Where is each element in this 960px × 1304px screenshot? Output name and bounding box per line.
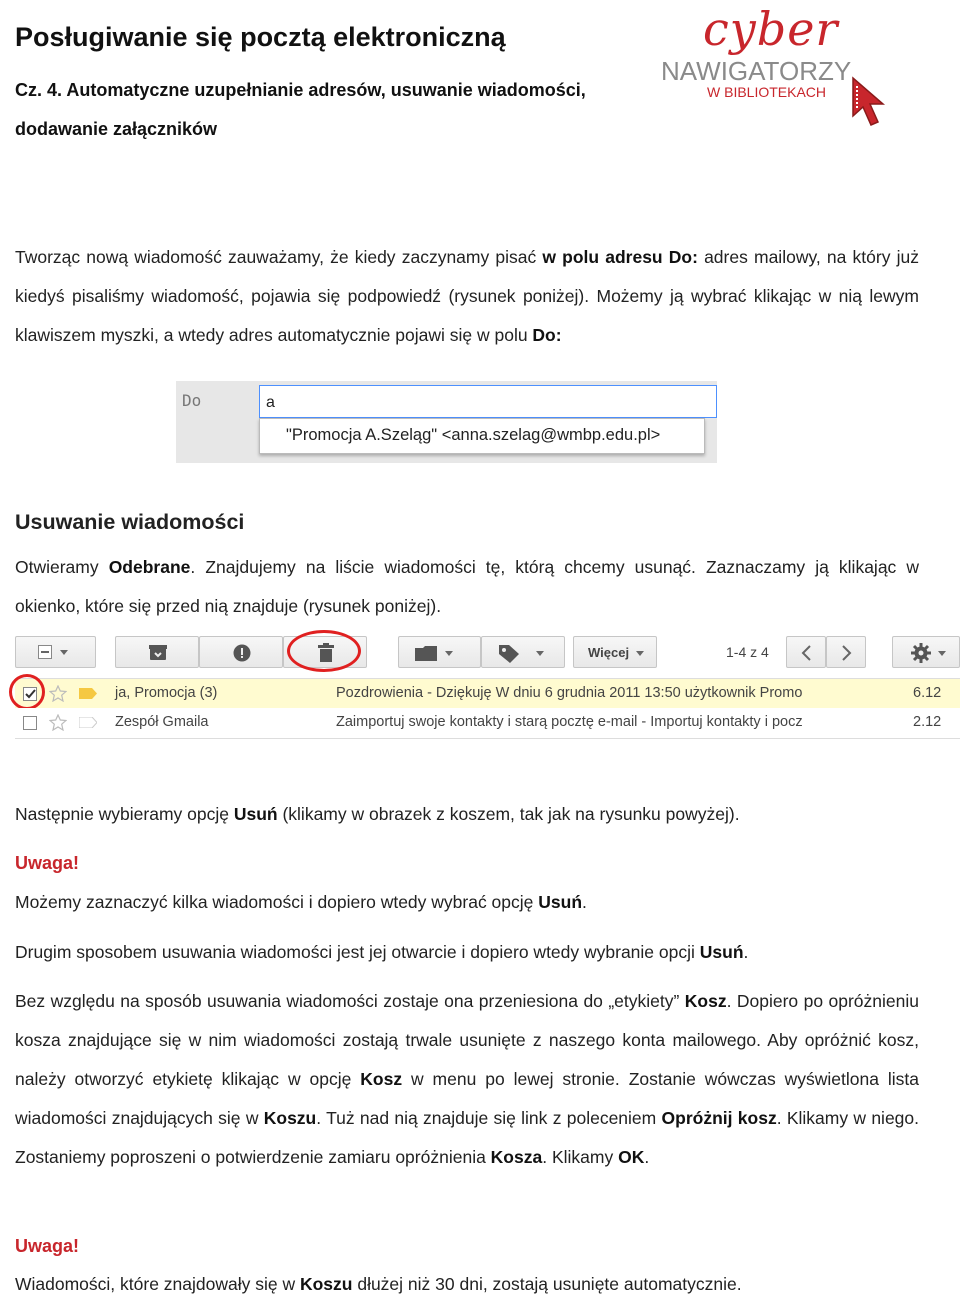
- p3-text-2: .: [582, 892, 587, 912]
- p5-bold-6: OK: [618, 1147, 645, 1167]
- section-paragraph-1: [15, 548, 919, 626]
- warning-label-1: Uwaga!: [15, 853, 80, 873]
- intro-text-1: Tworząc nową wiadomość zauważamy, że kiedy zaczynamy pisać: [15, 247, 543, 267]
- tag-icon: [499, 645, 519, 663]
- p5-text-7: .: [644, 1147, 650, 1167]
- chevron-down-icon: [938, 651, 946, 656]
- message-subject: Pozdrowienia - Dziękuję W dniu 6 grudnia 2011 13:50 użytkownik Promo: [336, 685, 803, 701]
- older-button[interactable]: [826, 636, 866, 668]
- message-row[interactable]: [15, 708, 960, 739]
- intro-bold-2: Do:: [532, 325, 562, 345]
- paragraph-second-method: [15, 933, 919, 972]
- importance-marker-icon[interactable]: [79, 717, 97, 728]
- gear-icon: [911, 643, 931, 663]
- checkbox-icon: [38, 645, 52, 659]
- s1-text-2: . Znajdujemy na liście wiadomości tę, którą chcemy usunąć. Zaznaczamy ją klikając w okienko, które się przed nią znajduje (rysunek poniżej).: [15, 557, 920, 616]
- p6-text-1: Wiadomości, które znajdowały się w: [15, 1274, 300, 1294]
- to-field-value: a: [266, 394, 275, 411]
- s1-text-1: Otwieramy: [15, 557, 109, 577]
- p3-text-1: Możemy zaznaczyć kilka wiadomości i dopiero wtedy wybrać opcję: [15, 892, 539, 912]
- newer-button[interactable]: [786, 636, 826, 668]
- select-all-button[interactable]: [15, 636, 96, 668]
- to-field-input[interactable]: [259, 385, 717, 418]
- address-suggestion[interactable]: [259, 418, 705, 454]
- p4-text-2: .: [743, 942, 749, 962]
- cyber-nawigatorzy-logo: [655, 4, 895, 128]
- message-row[interactable]: [15, 678, 960, 710]
- to-field-label: Do: [182, 391, 202, 410]
- spam-icon: [233, 644, 251, 662]
- message-date: 2.12: [913, 714, 942, 730]
- logo-word-nawigatorzy: NAWIGATORZY: [661, 56, 852, 86]
- gmail-inbox-screenshot: [15, 634, 960, 740]
- warning-label-2: Uwaga!: [15, 1236, 80, 1256]
- folder-icon: [415, 646, 437, 661]
- p5-bold-3: Koszu: [263, 1108, 317, 1128]
- logo-word-bibliotekach: W BIBLIOTEKACH: [707, 84, 827, 100]
- message-subject: Zaimportuj swoje kontakty i starą pocztę e-mail - Importuj kontakty i pocz: [336, 714, 803, 730]
- chevron-left-icon: [800, 645, 812, 661]
- section-heading: Usuwanie wiadomości: [15, 510, 245, 534]
- chevron-down-icon: [445, 651, 453, 656]
- checkbox-highlight-circle: [9, 674, 45, 710]
- more-button-label: Więcej: [588, 645, 630, 660]
- p5-text-1: Bez względu na sposób usuwania wiadomości zostaje ona przeniesiona do „etykiety”: [15, 991, 685, 1011]
- message-checkbox[interactable]: [23, 716, 37, 730]
- page-title: Posługiwanie się pocztą elektroniczną: [15, 22, 506, 52]
- settings-button[interactable]: [892, 636, 960, 668]
- page-subtitle-line2: dodawanie załączników: [15, 119, 218, 139]
- paragraph-multi-select: [15, 883, 919, 922]
- intro-text-2: adres mailowy, na który już kiedyś pisaliśmy wiadomość, pojawia się podpowiedź (rysunek poniżej). Możemy ją wybrać klikając w nią lewym klawiszem myszki, a wtedy adres automatycznie pojawi się w polu: [15, 247, 919, 345]
- p5-bold-1: Kosz: [684, 991, 727, 1011]
- intro-bold-1: w polu adresu Do:: [542, 247, 698, 267]
- chevron-down-icon: [60, 650, 68, 655]
- intro-paragraph: [15, 238, 919, 355]
- p4-text-1: Drugim sposobem usuwania wiadomości jest jej otwarcie i dopiero wtedy wybranie opcji: [15, 942, 700, 962]
- move-to-button[interactable]: [398, 636, 481, 668]
- star-icon[interactable]: [49, 714, 67, 731]
- pager-count: 1-4 z 4: [726, 644, 769, 660]
- p2-bold-1: Usuń: [233, 804, 278, 824]
- p5-text-3: w menu po lewej stronie. Zostanie wówczas wyświetlona lista wiadomości znajdujących się w: [15, 1069, 919, 1128]
- p2-text-1: Następnie wybieramy opcję: [15, 804, 234, 824]
- p5-text-2: . Dopiero po opróżnieniu kosza znajdujące się w nim wiadomości zostają trwale usunięte z naszego konta mailowego. Aby opróżnić kosz, należy otworzyć etykietę klikając w opcję: [15, 991, 919, 1089]
- p5-bold-4: Opróżnij kosz: [661, 1108, 777, 1128]
- paragraph-trash: [15, 982, 919, 1177]
- paragraph-delete-option: [15, 795, 919, 834]
- importance-marker-icon[interactable]: [79, 688, 97, 699]
- p6-text-2: dłużej niż 30 dni, zostają usunięte automatycznie.: [352, 1274, 742, 1294]
- message-sender: ja, Promocja (3): [115, 685, 218, 701]
- chevron-down-icon: [536, 651, 544, 656]
- p3-bold-1: Usuń: [538, 892, 583, 912]
- archive-button[interactable]: [115, 636, 199, 668]
- cursor-arrow-icon: [851, 76, 891, 128]
- archive-icon: [149, 645, 167, 661]
- p5-text-5: . Klikamy w niego. Zostaniemy poproszeni o potwierdzenie zamiaru opróżnienia: [15, 1108, 920, 1167]
- logo-word-cyber: cyber: [703, 2, 839, 56]
- message-date: 6.12: [913, 685, 942, 701]
- chevron-right-icon: [841, 645, 853, 661]
- labels-button[interactable]: [481, 636, 565, 668]
- page-subtitle-line1: Cz. 4. Automatyczne uzupełnianie adresów, usuwanie wiadomości,: [15, 80, 586, 100]
- p5-text-6: . Klikamy: [542, 1147, 619, 1167]
- delete-highlight-circle: [287, 630, 361, 672]
- report-spam-button[interactable]: [199, 636, 283, 668]
- p5-bold-5: Kosza: [490, 1147, 543, 1167]
- p5-text-4: . Tuż nad nią znajduje się link z poleceniem: [316, 1108, 662, 1128]
- p2-text-2: (klikamy w obrazek z koszem, tak jak na rysunku powyżej).: [277, 804, 740, 824]
- star-icon[interactable]: [49, 685, 67, 702]
- s1-bold-1: Odebrane: [108, 557, 191, 577]
- p5-bold-2: Kosz: [360, 1069, 403, 1089]
- p6-bold-1: Koszu: [299, 1274, 353, 1294]
- address-suggestion-text: "Promocja A.Szeląg" <anna.szelag@wmbp.edu.pl>: [286, 426, 661, 444]
- more-button[interactable]: [573, 636, 657, 668]
- p4-bold-1: Usuń: [699, 942, 744, 962]
- chevron-down-icon: [636, 651, 644, 656]
- autocomplete-screenshot: [176, 381, 717, 463]
- message-sender: Zespół Gmaila: [115, 714, 209, 730]
- paragraph-auto-delete: [15, 1265, 919, 1304]
